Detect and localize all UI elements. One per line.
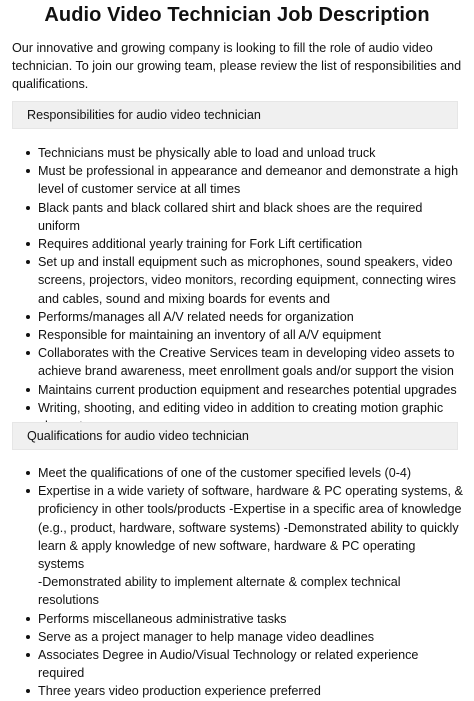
list-item-line: and cables, sound and mixing boards for events and — [38, 291, 330, 306]
list-item-line: Performs miscellaneous administrative tasks — [38, 611, 287, 626]
list-item-line: Must be professional in appearance and demeanor and demonstrate a high — [38, 164, 459, 179]
list-item-line: Writing, shooting, and editing video in addition to creating motion graphic — [38, 400, 444, 415]
intro-line: technician. To join our growing team, please review the list of responsibilities and — [12, 59, 462, 73]
list-item — [38, 646, 464, 682]
qualifications-heading: Qualifications for audio video technician — [12, 422, 458, 450]
list-item — [38, 482, 464, 609]
list-item-line: Serve as a project manager to help manage video deadlines — [38, 629, 375, 644]
qualifications-list — [38, 464, 464, 701]
list-item — [38, 235, 464, 253]
list-item-line: proficiency in other tools/products -Expertise in a specific area of knowledge — [38, 502, 462, 517]
list-item — [38, 308, 464, 326]
list-item-line: learn & apply knowledge of new software, hardware & PC operating systems — [38, 538, 416, 572]
list-item-line: Expertise in a wide variety of software, hardware & PC operating systems, & — [38, 484, 463, 499]
list-item-line: Technicians must be physically able to load and unload truck — [38, 146, 376, 160]
list-item — [38, 610, 464, 628]
list-item — [38, 253, 464, 308]
list-item — [38, 381, 464, 399]
list-item-line: Associates Degree in Audio/Visual Technology or related experience required — [38, 648, 419, 681]
list-item-line: Collaborates with the Creative Services team in developing video assets to — [38, 346, 455, 361]
list-item-line: Maintains current production equipment and researches potential upgrades — [38, 382, 457, 397]
list-item — [38, 144, 464, 162]
list-item-line: level of customer service at all times — [38, 182, 241, 197]
list-item-line: Three years video production experience preferred — [38, 684, 321, 699]
list-item — [38, 199, 464, 235]
responsibilities-heading: Responsibilities for audio video technician — [12, 101, 458, 129]
page-title: Audio Video Technician Job Description — [44, 4, 430, 26]
list-item-line: Responsible for maintaining an inventory of all A/V equipment — [38, 328, 382, 343]
list-item-line: Meet the qualifications of one of the customer specified levels (0-4) — [38, 466, 412, 480]
list-item-line: Black pants and black collared shirt and black shoes are the required uniform — [38, 200, 423, 233]
list-item-line: Performs/manages all A/V related needs for organization — [38, 309, 354, 324]
list-item — [38, 682, 464, 700]
list-item-line: screens, projectors, video monitors, recording equipment, connecting wires — [38, 273, 456, 288]
intro-line: qualifications. — [12, 77, 89, 91]
list-item-line: -Demonstrated ability to implement alternate & complex technical resolutions — [38, 575, 401, 608]
list-item — [38, 464, 464, 482]
intro-line: Our innovative and growing company is looking to fill the role of audio video — [12, 41, 433, 55]
list-item — [38, 628, 464, 646]
list-item-line: Requires additional yearly training for Fork Lift certification — [38, 237, 363, 252]
list-item-line: Set up and install equipment such as microphones, sound speakers, video — [38, 255, 453, 270]
list-item-line: (e.g., product, hardware, software systems) -Demonstrated ability to quickly — [38, 520, 459, 535]
intro-paragraph — [12, 39, 464, 93]
list-item — [38, 162, 464, 198]
list-item — [38, 326, 464, 344]
list-item — [38, 344, 464, 380]
list-item-line: achieve brand awareness, meet enrollment goals and/or support the vision — [38, 364, 454, 379]
responsibilities-list — [38, 144, 464, 435]
